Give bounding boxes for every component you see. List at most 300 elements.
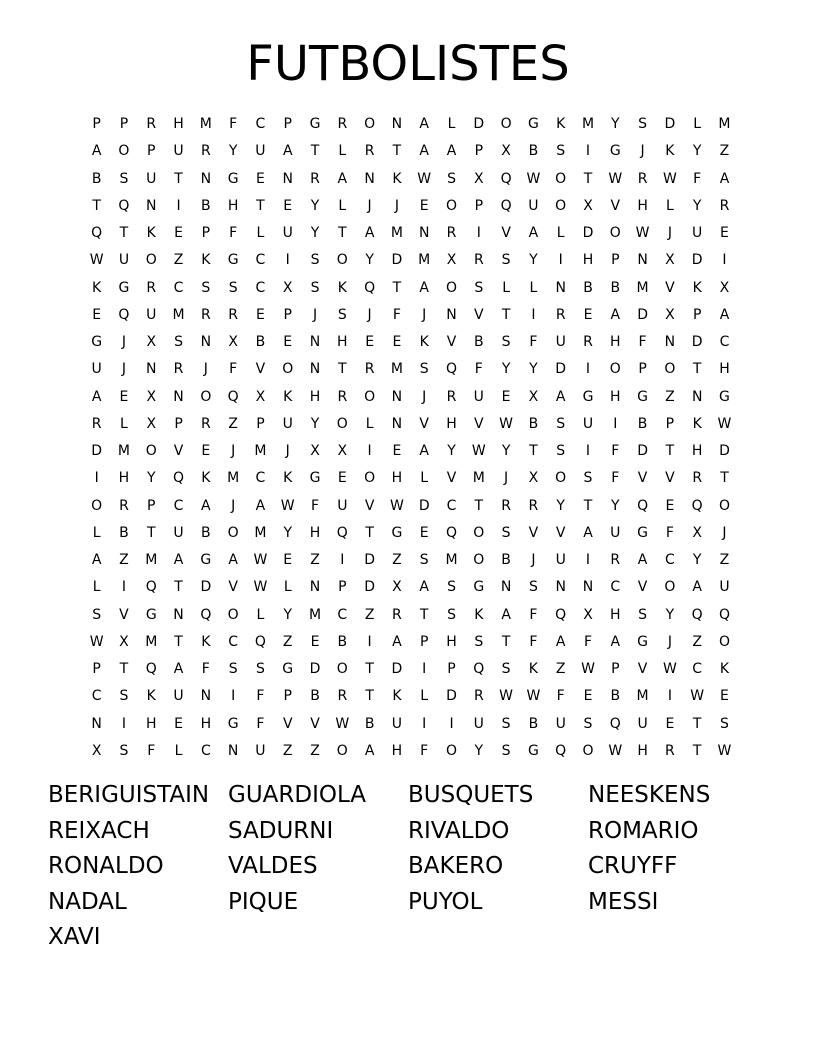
grid-letter: S bbox=[310, 252, 320, 269]
grid-letter: F bbox=[529, 633, 538, 650]
grid-letter: L bbox=[693, 116, 702, 132]
grid-letter: J bbox=[422, 306, 427, 323]
grid-letter: G bbox=[719, 388, 730, 405]
grid-letter: D bbox=[309, 661, 321, 677]
grid-letter: W bbox=[471, 443, 486, 459]
grid-letter: K bbox=[528, 661, 538, 677]
grid-letter: X bbox=[282, 279, 293, 296]
grid-letter: U bbox=[173, 688, 184, 705]
grid-letter: R bbox=[583, 334, 593, 350]
grid-letter: A bbox=[91, 388, 102, 405]
grid-letter: A bbox=[337, 170, 348, 187]
grid-letter: N bbox=[555, 579, 566, 596]
grid-letter: M bbox=[636, 688, 649, 705]
grid-letter: K bbox=[392, 688, 402, 705]
grid-letter: C bbox=[255, 252, 266, 269]
grid-letter: X bbox=[91, 742, 102, 759]
grid-letter: K bbox=[201, 633, 211, 650]
grid-letter: U bbox=[637, 715, 648, 732]
grid-letter: T bbox=[720, 470, 729, 487]
grid-letter: S bbox=[501, 252, 511, 269]
grid-letter: O bbox=[664, 579, 676, 596]
grid-letter: V bbox=[419, 415, 429, 432]
grid-letter: H bbox=[391, 470, 403, 487]
grid-letter: Z bbox=[282, 633, 293, 650]
grid-letter: P bbox=[665, 415, 675, 432]
grid-letter: I bbox=[367, 443, 372, 459]
grid-letter: X bbox=[119, 633, 129, 650]
grid-letter: C bbox=[255, 279, 266, 296]
grid-letter: H bbox=[446, 415, 457, 432]
grid-letter: K bbox=[692, 279, 702, 296]
grid-letter: J bbox=[422, 388, 427, 405]
grid-letter: R bbox=[637, 170, 648, 187]
grid-letter: T bbox=[474, 497, 484, 514]
grid-letter: K bbox=[474, 606, 484, 623]
grid-letter: G bbox=[118, 279, 130, 296]
grid-letter: F bbox=[256, 688, 265, 705]
grid-letter: A bbox=[583, 524, 593, 541]
grid-letter: T bbox=[365, 524, 374, 541]
grid-letter: Y bbox=[283, 606, 292, 623]
grid-letter: E bbox=[501, 388, 511, 405]
grid-letter: I bbox=[585, 361, 591, 378]
grid-letter: Q bbox=[637, 497, 649, 514]
grid-letter: U bbox=[473, 388, 484, 405]
grid-letter: W bbox=[608, 742, 623, 759]
grid-letter: R bbox=[200, 306, 211, 323]
grid-letter: F bbox=[229, 225, 238, 241]
grid-letter: V bbox=[446, 334, 457, 350]
grid-letter: A bbox=[419, 116, 429, 132]
grid-letter: N bbox=[200, 170, 212, 187]
grid-letter: R bbox=[146, 279, 157, 296]
grid-letter: I bbox=[422, 715, 427, 732]
grid-letter: E bbox=[119, 388, 129, 405]
grid-letter: I bbox=[585, 143, 591, 160]
grid-letter: D bbox=[691, 334, 703, 350]
grid-letter: B bbox=[310, 688, 320, 705]
grid-letter: L bbox=[447, 116, 456, 132]
grid-letter: Y bbox=[283, 524, 292, 541]
grid-letter: U bbox=[173, 524, 184, 541]
grid-letter: J bbox=[667, 633, 672, 650]
grid-letter: K bbox=[283, 388, 293, 405]
grid-letter: J bbox=[121, 334, 127, 350]
grid-letter: G bbox=[391, 524, 403, 541]
grid-letter: B bbox=[501, 552, 511, 568]
grid-letter: P bbox=[638, 361, 647, 378]
grid-letter: U bbox=[582, 415, 594, 432]
grid-letter: R bbox=[555, 306, 566, 323]
grid-letter: J bbox=[231, 497, 236, 514]
grid-letter: A bbox=[255, 497, 266, 514]
grid-letter: V bbox=[364, 497, 375, 514]
grid-letter: P bbox=[283, 116, 292, 132]
grid-letter: H bbox=[610, 606, 621, 623]
grid-letter: P bbox=[119, 116, 129, 132]
grid-letter: F bbox=[638, 334, 647, 350]
grid-letter: V bbox=[474, 306, 484, 323]
grid-letter: R bbox=[665, 742, 675, 759]
grid-letter: M bbox=[145, 552, 158, 568]
grid-letter: H bbox=[446, 633, 457, 650]
grid-letter: Q bbox=[500, 197, 512, 214]
page-title: FUTBOLISTES bbox=[246, 36, 570, 92]
grid-letter: X bbox=[446, 252, 457, 269]
grid-letter: U bbox=[146, 170, 157, 187]
grid-letter: S bbox=[556, 443, 566, 459]
grid-letter: R bbox=[364, 361, 375, 378]
grid-letter: G bbox=[309, 470, 321, 487]
grid-letter: W bbox=[253, 552, 268, 568]
grid-letter: M bbox=[145, 633, 158, 650]
grid-letter: V bbox=[637, 661, 648, 677]
grid-letter: Z bbox=[692, 633, 702, 650]
grid-letter: N bbox=[173, 388, 184, 405]
grid-letter: A bbox=[692, 579, 702, 596]
grid-letter: I bbox=[121, 579, 127, 596]
grid-letter: K bbox=[419, 334, 429, 350]
grid-letter: A bbox=[364, 225, 375, 241]
grid-letter: T bbox=[338, 225, 347, 241]
grid-letter: O bbox=[118, 143, 130, 160]
grid-letter: J bbox=[121, 361, 127, 378]
grid-letter: O bbox=[473, 524, 485, 541]
grid-letter: F bbox=[611, 443, 620, 459]
grid-letter: X bbox=[501, 143, 511, 160]
grid-letter: B bbox=[337, 633, 348, 650]
grid-letter: J bbox=[231, 443, 236, 459]
grid-letter: K bbox=[92, 279, 102, 296]
grid-letter: O bbox=[336, 252, 348, 269]
grid-letter: N bbox=[173, 606, 184, 623]
grid-letter: W bbox=[253, 579, 268, 596]
grid-letter: G bbox=[637, 524, 649, 541]
grid-letter: Y bbox=[529, 252, 538, 269]
grid-letter: Q bbox=[555, 742, 567, 759]
grid-letter: K bbox=[146, 688, 156, 705]
grid-letter: H bbox=[309, 524, 321, 541]
grid-letter: S bbox=[201, 279, 211, 296]
word-list-item: BERIGUISTAIN bbox=[48, 782, 210, 808]
grid-letter: I bbox=[613, 415, 618, 432]
grid-letter: A bbox=[392, 633, 402, 650]
grid-letter: O bbox=[200, 388, 212, 405]
grid-letter: P bbox=[611, 252, 620, 269]
grid-letter: C bbox=[173, 497, 184, 514]
grid-letter: S bbox=[310, 279, 320, 296]
grid-letter: L bbox=[283, 579, 292, 596]
grid-letter: W bbox=[389, 497, 404, 514]
grid-letter: O bbox=[91, 497, 103, 514]
word-list-item: PIQUE bbox=[228, 888, 299, 915]
grid-letter: B bbox=[255, 334, 266, 350]
grid-letter: J bbox=[367, 306, 372, 323]
grid-letter: O bbox=[664, 361, 676, 378]
grid-letter: G bbox=[227, 252, 239, 269]
grid-letter: C bbox=[255, 470, 266, 487]
grid-letter: J bbox=[367, 197, 372, 214]
grid-letter: Q bbox=[609, 715, 621, 732]
grid-letter: H bbox=[637, 742, 648, 759]
grid-letter: R bbox=[228, 306, 238, 323]
grid-letter: S bbox=[447, 579, 456, 596]
grid-letter: F bbox=[420, 742, 429, 759]
grid-letter: O bbox=[145, 252, 157, 269]
grid-letter: L bbox=[420, 688, 429, 705]
grid-letter: V bbox=[610, 197, 621, 214]
grid-letter: T bbox=[365, 688, 374, 705]
grid-letter: D bbox=[418, 497, 430, 514]
grid-letter: B bbox=[610, 688, 621, 705]
grid-letter: P bbox=[474, 197, 484, 214]
grid-letter: K bbox=[337, 279, 347, 296]
grid-letter: V bbox=[665, 470, 675, 487]
grid-letter: R bbox=[310, 170, 320, 187]
grid-letter: D bbox=[364, 579, 375, 596]
grid-letter: C bbox=[91, 688, 102, 705]
grid-letter: F bbox=[665, 524, 674, 541]
grid-letter: V bbox=[501, 225, 511, 241]
grid-letter: A bbox=[419, 143, 429, 160]
word-list-item: REIXACH bbox=[48, 817, 150, 844]
grid-letter: S bbox=[447, 606, 456, 623]
grid-letter: I bbox=[585, 552, 591, 568]
grid-letter: T bbox=[365, 661, 374, 677]
grid-letter: B bbox=[528, 143, 539, 160]
grid-letter: F bbox=[147, 742, 156, 759]
grid-letter: G bbox=[282, 661, 294, 677]
grid-letter: J bbox=[312, 306, 318, 323]
grid-letter: D bbox=[691, 252, 703, 269]
grid-letter: Z bbox=[119, 552, 129, 568]
grid-letter: V bbox=[282, 715, 293, 732]
grid-letter: S bbox=[419, 361, 429, 378]
grid-letter: A bbox=[555, 388, 566, 405]
grid-letter: A bbox=[719, 306, 730, 323]
grid-letter: E bbox=[583, 688, 593, 705]
grid-letter: E bbox=[392, 334, 402, 350]
grid-letter: J bbox=[394, 197, 399, 214]
grid-letter: M bbox=[227, 470, 240, 487]
word-list-item: BAKERO bbox=[408, 853, 504, 880]
grid-letter: X bbox=[719, 279, 730, 296]
grid-letter: S bbox=[228, 279, 238, 296]
grid-letter: E bbox=[256, 170, 265, 187]
grid-letter: O bbox=[364, 116, 376, 132]
grid-letter: U bbox=[255, 742, 266, 759]
grid-letter: A bbox=[610, 306, 621, 323]
grid-letter: X bbox=[583, 606, 593, 623]
grid-letter: P bbox=[174, 415, 183, 432]
grid-letter: N bbox=[364, 170, 375, 187]
grid-letter: G bbox=[637, 633, 649, 650]
grid-letter: W bbox=[499, 688, 514, 705]
grid-letter: N bbox=[446, 306, 457, 323]
grid-letter: H bbox=[610, 334, 621, 350]
grid-letter: T bbox=[692, 715, 702, 732]
grid-letter: Y bbox=[447, 443, 456, 459]
grid-letter: D bbox=[391, 661, 403, 677]
grid-letter: U bbox=[255, 143, 266, 160]
grid-letter: S bbox=[720, 715, 729, 732]
grid-letter: G bbox=[309, 116, 321, 132]
grid-letter: S bbox=[474, 633, 484, 650]
grid-letter: F bbox=[201, 661, 210, 677]
grid-letter: W bbox=[526, 688, 541, 705]
grid-letter: S bbox=[638, 116, 648, 132]
grid-letter: A bbox=[364, 742, 375, 759]
grid-letter: F bbox=[310, 497, 320, 514]
grid-letter: D bbox=[637, 306, 648, 323]
grid-letter: E bbox=[720, 688, 729, 705]
grid-letter: O bbox=[145, 443, 157, 459]
grid-letter: W bbox=[89, 633, 104, 650]
grid-letter: C bbox=[173, 279, 184, 296]
grid-letter: Q bbox=[145, 579, 157, 596]
grid-letter: M bbox=[308, 606, 322, 623]
grid-letter: N bbox=[282, 170, 293, 187]
grid-letter: Y bbox=[310, 415, 320, 432]
grid-letter: O bbox=[336, 415, 348, 432]
grid-letter: C bbox=[692, 661, 703, 677]
grid-letter: O bbox=[555, 470, 567, 487]
grid-letter: N bbox=[391, 388, 403, 405]
grid-letter: G bbox=[227, 715, 239, 732]
grid-letter: Q bbox=[445, 524, 458, 541]
grid-letter: B bbox=[528, 415, 539, 432]
grid-letter: W bbox=[89, 252, 104, 269]
word-list-item: ROMARIO bbox=[588, 817, 699, 844]
grid-letter: C bbox=[255, 116, 266, 132]
grid-letter: N bbox=[664, 334, 676, 350]
grid-letter: B bbox=[528, 715, 539, 732]
grid-letter: S bbox=[174, 334, 183, 350]
grid-letter: I bbox=[94, 470, 99, 487]
grid-letter: O bbox=[445, 279, 458, 296]
grid-letter: R bbox=[501, 497, 511, 514]
grid-letter: G bbox=[527, 742, 539, 759]
grid-letter: P bbox=[611, 661, 620, 677]
grid-letter: Q bbox=[227, 388, 239, 405]
grid-letter: V bbox=[528, 524, 539, 541]
grid-letter: X bbox=[528, 470, 539, 487]
grid-letter: N bbox=[146, 197, 157, 214]
grid-letter: P bbox=[419, 633, 429, 650]
grid-letter: U bbox=[337, 497, 348, 514]
grid-letter: I bbox=[531, 306, 536, 323]
grid-letter: O bbox=[609, 225, 621, 241]
grid-letter: U bbox=[173, 143, 184, 160]
grid-letter: T bbox=[92, 197, 101, 214]
grid-letter: Y bbox=[310, 225, 320, 241]
grid-letter: M bbox=[199, 116, 212, 132]
grid-letter: D bbox=[364, 552, 375, 568]
grid-letter: N bbox=[391, 415, 403, 432]
grid-letter: D bbox=[719, 443, 730, 459]
grid-letter: A bbox=[610, 633, 621, 650]
grid-letter: R bbox=[692, 470, 703, 487]
grid-letter: H bbox=[582, 252, 594, 269]
grid-letter: R bbox=[719, 197, 730, 214]
grid-letter: D bbox=[200, 579, 212, 596]
grid-letter: S bbox=[119, 170, 129, 187]
grid-letter: Y bbox=[474, 742, 484, 759]
grid-letter: J bbox=[667, 225, 672, 241]
grid-letter: F bbox=[529, 334, 538, 350]
grid-letter: E bbox=[201, 443, 211, 459]
grid-letter: R bbox=[91, 415, 102, 432]
grid-letter: P bbox=[283, 688, 292, 705]
grid-letter: T bbox=[174, 633, 183, 650]
grid-letter: M bbox=[581, 116, 595, 132]
grid-letter: D bbox=[555, 361, 567, 378]
grid-letter: A bbox=[419, 279, 429, 296]
grid-letter: W bbox=[280, 497, 295, 514]
word-list-item: VALDES bbox=[228, 853, 318, 880]
grid-letter: N bbox=[200, 334, 212, 350]
grid-letter: N bbox=[500, 579, 512, 596]
grid-letter: R bbox=[173, 361, 184, 378]
grid-letter: A bbox=[555, 633, 566, 650]
grid-letter: C bbox=[610, 579, 621, 596]
grid-letter: R bbox=[473, 252, 484, 269]
grid-letter: S bbox=[419, 552, 429, 568]
grid-letter: Q bbox=[200, 606, 212, 623]
grid-letter: K bbox=[719, 661, 730, 677]
grid-letter: Y bbox=[611, 116, 620, 132]
grid-letter: M bbox=[718, 116, 731, 132]
grid-letter: H bbox=[200, 715, 212, 732]
grid-letter: F bbox=[229, 116, 238, 132]
word-list-item: SADURNI bbox=[228, 817, 334, 844]
grid-letter: O bbox=[500, 116, 512, 132]
grid-letter: E bbox=[665, 497, 675, 514]
grid-letter: S bbox=[119, 742, 129, 759]
grid-letter: S bbox=[501, 524, 511, 541]
grid-letter: C bbox=[446, 497, 457, 514]
grid-letter: B bbox=[91, 170, 102, 187]
grid-letter: X bbox=[528, 388, 539, 405]
grid-letter: W bbox=[635, 225, 650, 241]
word-list-item: CRUYFF bbox=[588, 853, 678, 880]
grid-letter: R bbox=[337, 116, 348, 132]
grid-letter: L bbox=[256, 225, 265, 241]
grid-letter: W bbox=[499, 415, 514, 432]
word-list-item: GUARDIOLA bbox=[228, 782, 367, 808]
grid-letter: A bbox=[446, 143, 457, 160]
grid-letter: P bbox=[338, 579, 347, 596]
grid-letter: F bbox=[474, 361, 483, 378]
grid-letter: T bbox=[174, 170, 183, 187]
grid-letter: E bbox=[419, 197, 429, 214]
grid-letter: S bbox=[337, 306, 347, 323]
grid-letter: E bbox=[174, 225, 183, 241]
grid-letter: I bbox=[231, 688, 236, 705]
grid-letter: S bbox=[501, 715, 511, 732]
grid-letter: O bbox=[445, 197, 458, 214]
grid-letter: U bbox=[91, 361, 102, 378]
grid-letter: C bbox=[200, 742, 211, 759]
grid-letter: F bbox=[611, 470, 620, 487]
grid-letter: T bbox=[665, 443, 675, 459]
grid-letter: L bbox=[256, 606, 265, 623]
grid-letter: I bbox=[121, 715, 127, 732]
grid-letter: S bbox=[501, 661, 511, 677]
grid-letter: R bbox=[119, 497, 129, 514]
grid-letter: Q bbox=[364, 279, 376, 296]
